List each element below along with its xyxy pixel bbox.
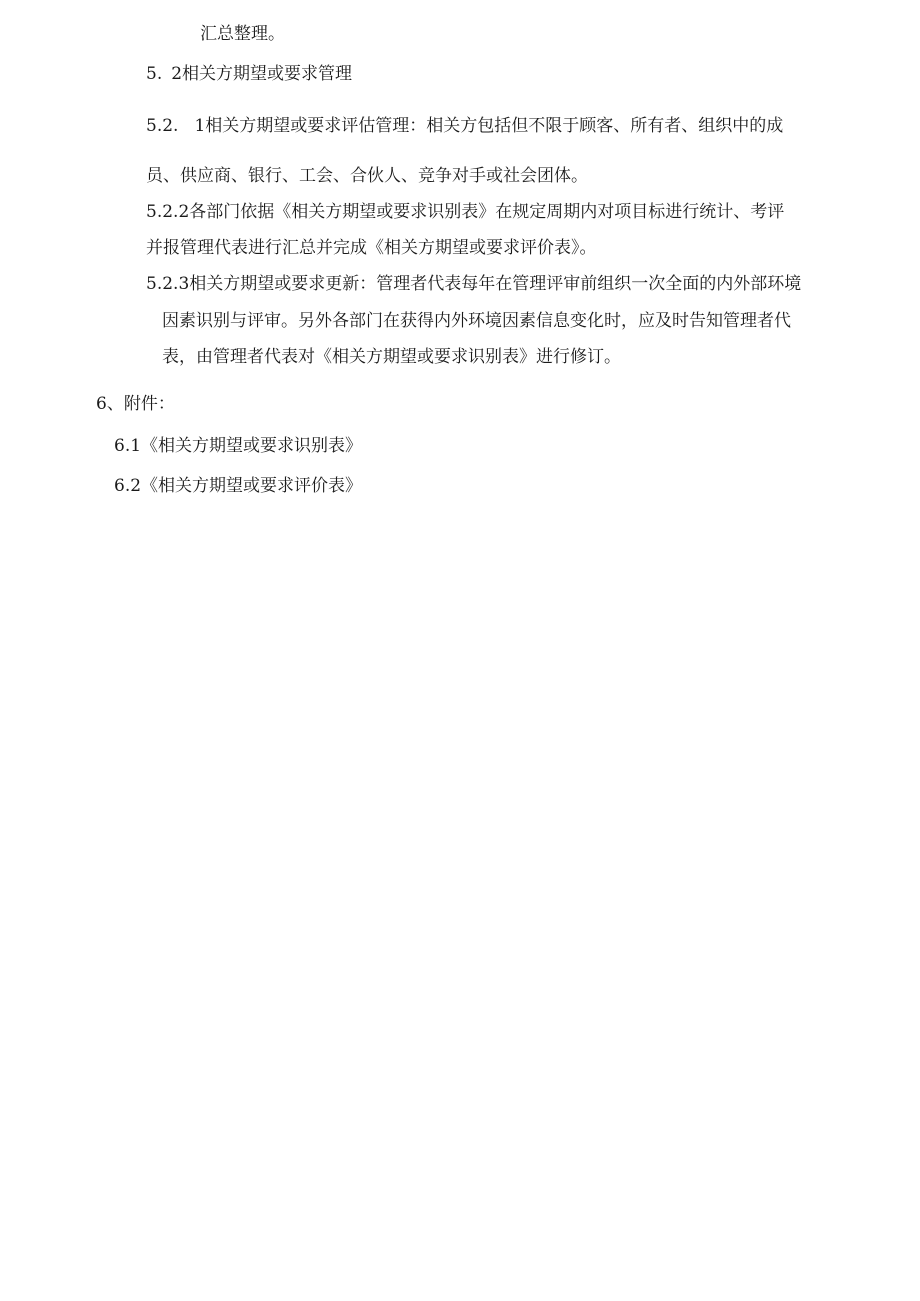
section-5-2-1-text: 1相关方期望或要求评估管理：相关方包括但不限于顾客、所有者、组织中的成 [194, 116, 784, 136]
section-5-2-number: 5. [146, 64, 163, 84]
section-5-2-title: 2相关方期望或要求管理 [171, 64, 353, 84]
section-5-2-3-line-3: 表，由管理者代表对《相关方期望或要求识别表》进行修订。 [162, 347, 621, 367]
continuation-text: 汇总整理。 [200, 24, 285, 44]
section-5-2-1-line-2: 员、供应商、银行、工会、合伙人、竞争对手或社会团体。 [146, 166, 588, 186]
section-5-2-3-line-2: 因素识别与评审。另外各部门在获得内外环境因素信息变化时，应及时告知管理者代 [162, 311, 791, 331]
section-5-2-1-number: 5.2. [146, 116, 179, 136]
section-6-title: 6、附件： [96, 394, 175, 414]
section-5-2-heading [146, 64, 352, 84]
attachment-item-1: 6.1《相关方期望或要求识别表》 [114, 436, 363, 456]
attachment-item-2: 6.2《相关方期望或要求评价表》 [114, 476, 363, 496]
section-5-2-2-line-1: 5.2.2各部门依据《相关方期望或要求识别表》在规定周期内对项目标进行统计、考评 [146, 202, 785, 222]
section-5-2-1-line-1 [146, 116, 783, 136]
section-5-2-3-line-1: 5.2.3相关方期望或要求更新：管理者代表每年在管理评审前组织一次全面的内外部环境 [146, 274, 802, 294]
section-5-2-2-line-2: 并报管理代表进行汇总并完成《相关方期望或要求评价表》。 [146, 238, 597, 258]
